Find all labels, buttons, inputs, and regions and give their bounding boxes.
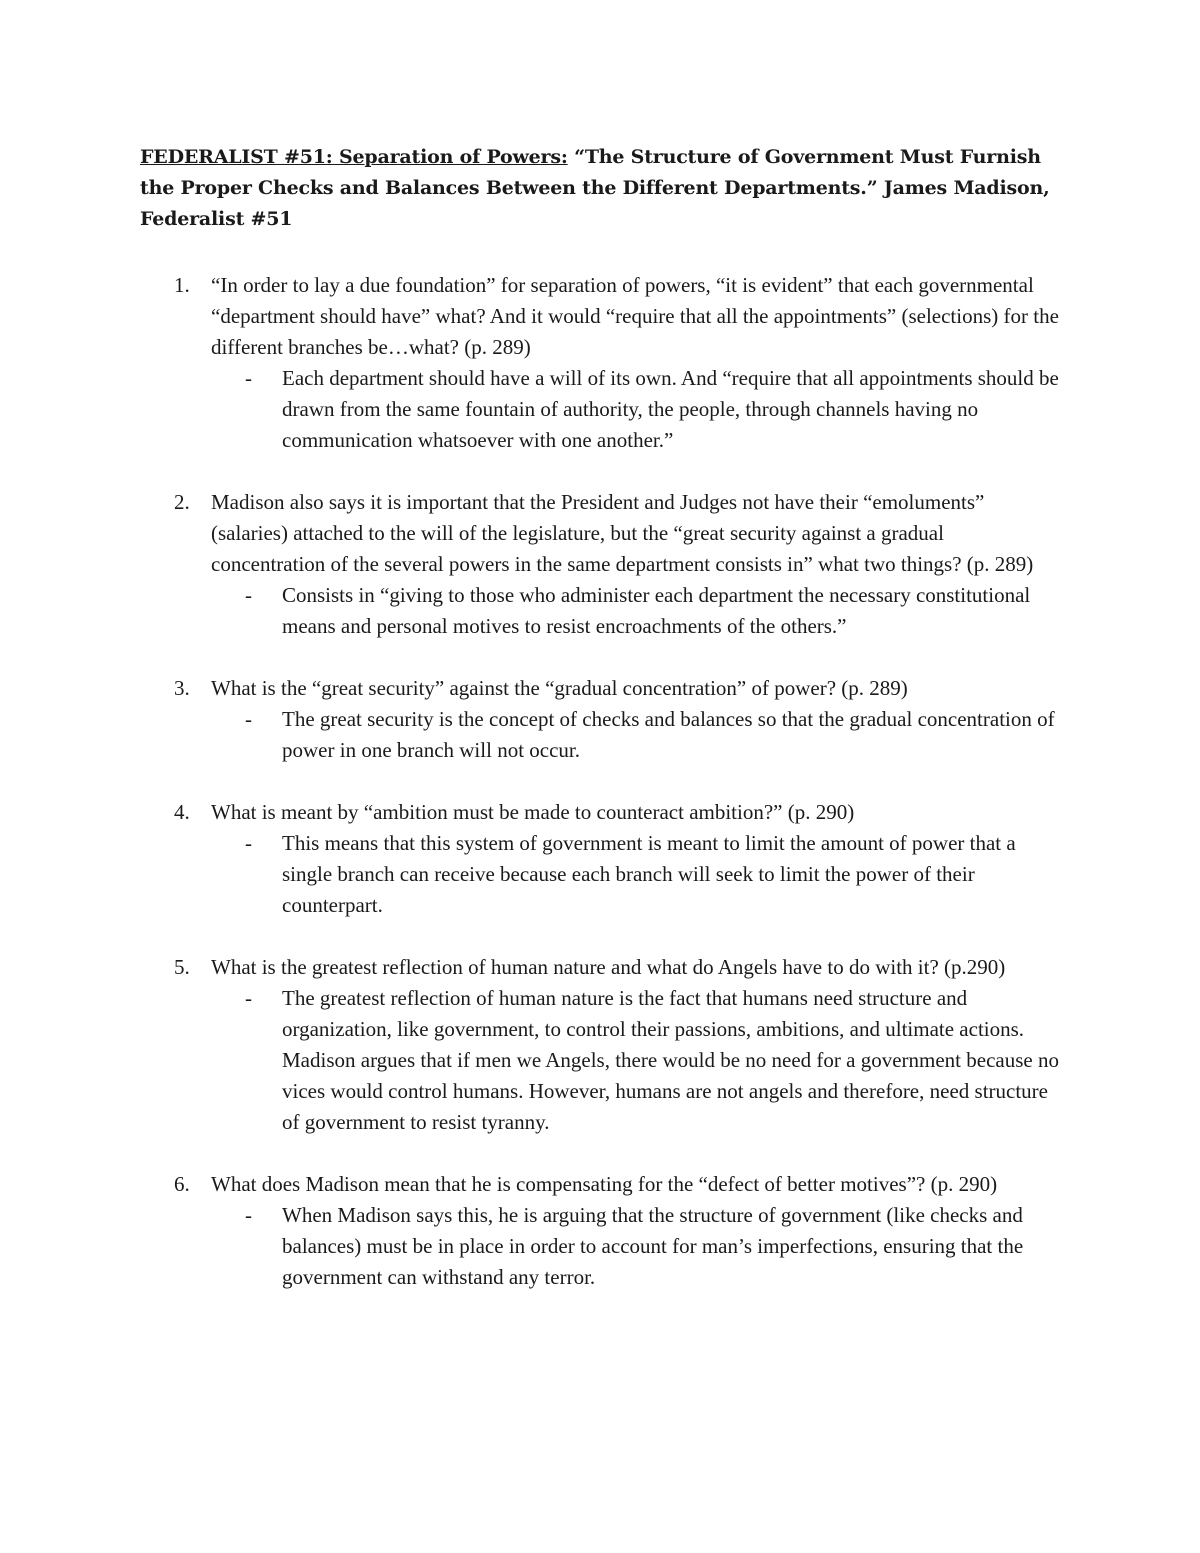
answer-item (211, 828, 1060, 921)
answer-item (211, 1200, 1060, 1293)
question-item-2 (140, 487, 1060, 642)
answer-item (211, 580, 1060, 642)
answer-bullet: - (245, 707, 252, 731)
answer-bullet: - (245, 831, 252, 855)
answer-text: This means that this system of government is meant to limit the amount of power that a single branch can receive because each branch will seek to limit the power of their counterpart. (282, 831, 1016, 917)
answer-item (211, 983, 1060, 1138)
answer-item (211, 363, 1060, 456)
question-number: 3. (174, 676, 190, 700)
question-item-5 (140, 952, 1060, 1138)
answer-bullet: - (245, 366, 252, 390)
document-page (140, 142, 1060, 1324)
title-underlined: FEDERALIST #51: Separation of Powers: (140, 146, 568, 168)
answer-bullet: - (245, 1203, 252, 1227)
question-item-6 (140, 1169, 1060, 1293)
question-list (140, 270, 1060, 1293)
question-number: 1. (174, 273, 190, 297)
answer-bullet: - (245, 583, 252, 607)
answer-item (211, 704, 1060, 766)
title-quote: “The Structure of Government Must Furnish the Proper Checks and Balances Between the Different Departments.” James Madison, Federalist #51 (140, 146, 1050, 230)
answer-text: The great security is the concept of checks and balances so that the gradual concentration of power in one branch will not occur. (282, 707, 1055, 762)
question-number: 2. (174, 490, 190, 514)
answer-text: Each department should have a will of its own. And “require that all appointments should be drawn from the same fountain of authority, the people, through channels having no communication whatsoever with one another.” (282, 366, 1059, 452)
question-text: What is the greatest reflection of human nature and what do Angels have to do with it? (p.290) (211, 955, 1006, 979)
question-text: What is meant by “ambition must be made to counteract ambition?” (p. 290) (211, 800, 855, 824)
answer-text: When Madison says this, he is arguing that the structure of government (like checks and balances) must be in place in order to account for man’s imperfections, ensuring that the government can withstand any terror. (282, 1203, 1024, 1289)
question-item-3 (140, 673, 1060, 766)
question-text: “In order to lay a due foundation” for separation of powers, “it is evident” that each governmental “department should have” what? And it would “require that all the appointments” (selections) for the different branches be…what? (p. 289) (211, 273, 1059, 359)
question-number: 6. (174, 1172, 190, 1196)
document-title (140, 142, 1060, 235)
question-item-1 (140, 270, 1060, 456)
question-text: Madison also says it is important that the President and Judges not have their “emoluments” (salaries) attached to the will of the legislature, but the “great security against a gradual concentration of the several powers in the same department consists in” what two things? (p. 289) (211, 490, 1034, 576)
question-item-4 (140, 797, 1060, 921)
question-number: 4. (174, 800, 190, 824)
question-text: What does Madison mean that he is compensating for the “defect of better motives”? (p. 290) (211, 1172, 998, 1196)
question-number: 5. (174, 955, 190, 979)
answer-bullet: - (245, 986, 252, 1010)
answer-text: The greatest reflection of human nature is the fact that humans need structure and organization, like government, to control their passions, ambitions, and ultimate actions. Madison argues that if men we Angels, there would be no need for a government because no vices would control humans. However, humans are not angels and therefore, need structure of government to resist tyranny. (282, 986, 1059, 1134)
answer-text: Consists in “giving to those who administer each department the necessary constitutional means and personal motives to resist encroachments of the others.” (282, 583, 1031, 638)
question-text: What is the “great security” against the “gradual concentration” of power? (p. 289) (211, 676, 908, 700)
